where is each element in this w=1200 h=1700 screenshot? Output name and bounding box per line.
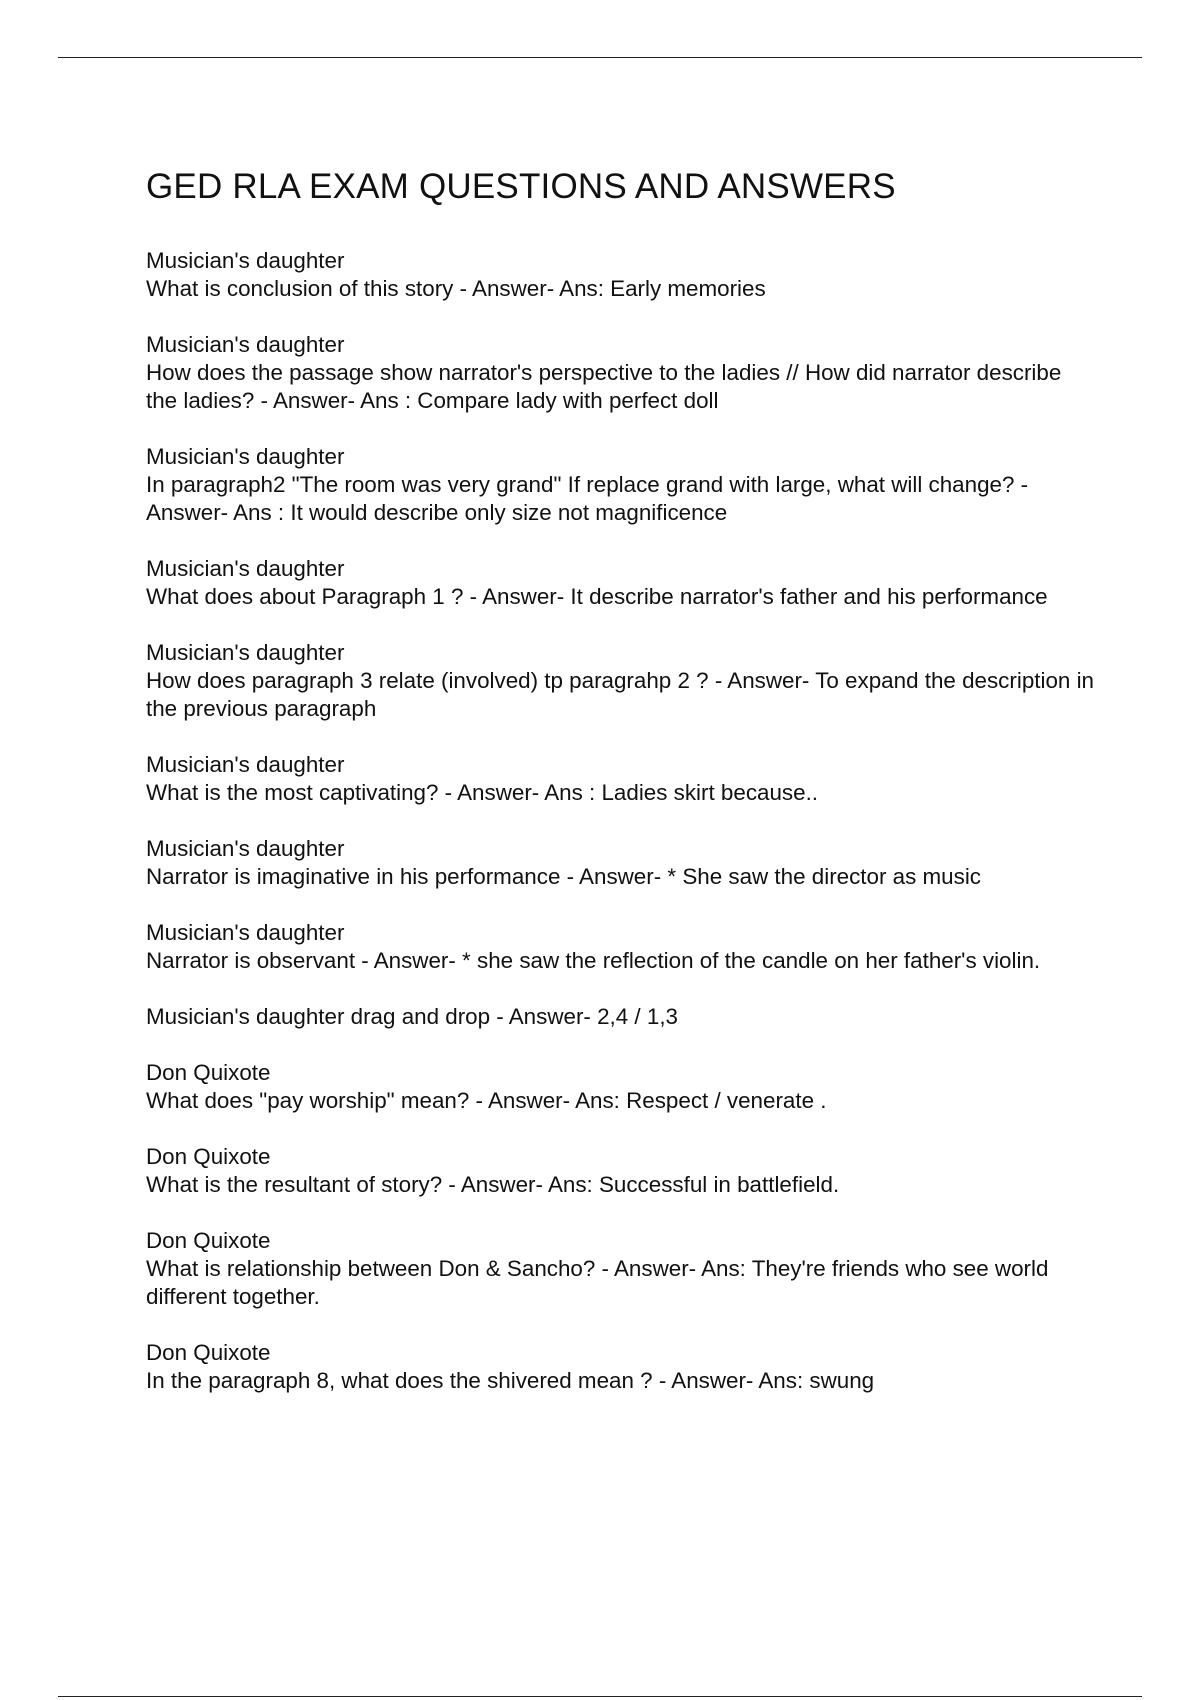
qa-entry bbox=[146, 919, 1096, 975]
entry-question-answer: What is conclusion of this story - Answer- Ans: Early memories bbox=[146, 275, 766, 301]
qa-entry bbox=[146, 1143, 1096, 1199]
qa-entry bbox=[146, 1227, 1096, 1311]
entry-question-answer: What does "pay worship" mean? - Answer- Ans: Respect / venerate . bbox=[146, 1087, 827, 1113]
entry-topic: Don Quixote bbox=[146, 1143, 271, 1169]
entry-question-answer: What does about Paragraph 1 ? - Answer- It describe narrator's father and his performance bbox=[146, 583, 1048, 609]
entry-topic: Musician's daughter bbox=[146, 443, 345, 469]
entry-question-answer: In paragraph2 "The room was very grand" If replace grand with large, what will change? - Answer- Ans : It would describe only size not magnificence bbox=[146, 471, 1029, 525]
qa-entry bbox=[146, 1003, 1096, 1031]
entry-topic: Don Quixote bbox=[146, 1227, 271, 1253]
entry-question-answer: In the paragraph 8, what does the shivered mean ? - Answer- Ans: swung bbox=[146, 1367, 875, 1393]
top-divider bbox=[58, 57, 1142, 58]
entry-topic: Musician's daughter bbox=[146, 247, 345, 273]
entry-topic: Musician's daughter bbox=[146, 835, 345, 861]
entry-question-answer: Musician's daughter drag and drop - Answer- 2,4 / 1,3 bbox=[146, 1003, 678, 1029]
bottom-divider bbox=[58, 1696, 1142, 1697]
qa-entry bbox=[146, 1339, 1096, 1395]
entry-topic: Musician's daughter bbox=[146, 919, 345, 945]
qa-entry bbox=[146, 555, 1096, 611]
entry-topic: Don Quixote bbox=[146, 1059, 271, 1085]
entry-topic: Musician's daughter bbox=[146, 751, 345, 777]
qa-entry bbox=[146, 247, 1096, 303]
entry-question-answer: How does the passage show narrator's perspective to the ladies // How did narrator describe the ladies? - Answer- Ans : Compare lady with perfect doll bbox=[146, 359, 1062, 413]
entry-question-answer: Narrator is imaginative in his performance - Answer- * She saw the director as music bbox=[146, 863, 981, 889]
entry-topic: Musician's daughter bbox=[146, 555, 345, 581]
qa-entry bbox=[146, 639, 1096, 723]
qa-entry bbox=[146, 331, 1096, 415]
entry-question-answer: Narrator is observant - Answer- * she saw the reflection of the candle on her father's violin. bbox=[146, 947, 1041, 973]
qa-entry bbox=[146, 1059, 1096, 1115]
entry-topic: Musician's daughter bbox=[146, 331, 345, 357]
entry-question-answer: What is relationship between Don & Sancho? - Answer- Ans: They're friends who see world different together. bbox=[146, 1255, 1049, 1309]
document-content bbox=[146, 168, 1096, 1423]
qa-entry bbox=[146, 751, 1096, 807]
qa-entry bbox=[146, 443, 1096, 527]
qa-entry bbox=[146, 835, 1096, 891]
entry-question-answer: What is the most captivating? - Answer- Ans : Ladies skirt because.. bbox=[146, 779, 819, 805]
entry-topic: Musician's daughter bbox=[146, 639, 345, 665]
document-title: GED RLA EXAM QUESTIONS AND ANSWERS bbox=[146, 167, 896, 206]
entry-question-answer: What is the resultant of story? - Answer- Ans: Successful in battlefield. bbox=[146, 1171, 840, 1197]
entry-question-answer: How does paragraph 3 relate (involved) tp paragrahp 2 ? - Answer- To expand the description in the previous paragraph bbox=[146, 667, 1095, 721]
entry-topic: Don Quixote bbox=[146, 1339, 271, 1365]
